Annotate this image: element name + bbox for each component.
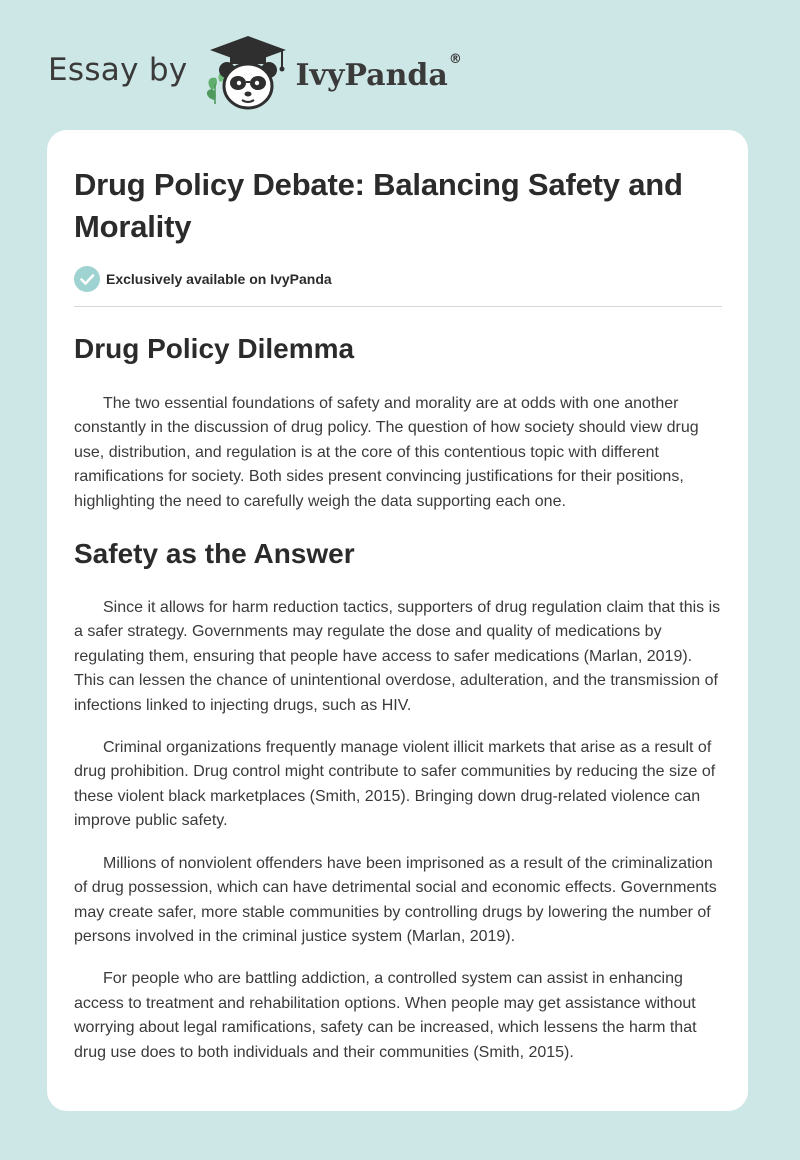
section-drug-policy-dilemma — [74, 331, 722, 514]
exclusive-badge — [74, 266, 722, 292]
essay-card — [47, 130, 748, 1111]
check-circle-icon — [74, 266, 100, 292]
section-heading: Drug Policy Dilemma — [74, 333, 355, 364]
brand-prefix: Essay by — [48, 52, 188, 88]
brand-name — [295, 51, 462, 93]
brand-name-text: IvyPanda — [295, 57, 448, 93]
exclusive-label: Exclusively available on IvyPanda — [106, 271, 332, 287]
panda-graduation-cap-icon — [202, 34, 294, 114]
registered-mark: ® — [448, 51, 462, 67]
paragraph: For people who are battling addiction, a controlled system can assist in enhancing access to treatment and rehabilitation options. When people may get assistance without worrying about legal ramifications, safety can be increased, which lessens the harm that drug use does to both individuals and their communities (Smith, 2015). — [74, 970, 697, 1061]
paragraph: Since it allows for harm reduction tactics, supporters of drug regulation claim that this is a safer strategy. Governments may regulate the dose and quality of medications by regulating them, ensuring that people have access to safer medications (Marlan, 2019). This can lessen the chance of unintentional overdose, adulteration, and the transmission of infections linked to injecting drugs, such as HIV. — [74, 599, 721, 714]
section-safety-as-the-answer — [74, 536, 722, 1065]
paragraph: The two essential foundations of safety and morality are at odds with one another constantly in the discussion of drug policy. The question of how society should view drug use, distribution, and regulation is at the core of this contentious topic with different ramifications for society. Both sides present convincing justifications for their positions, highlighting the need to carefully weigh the data supporting each one. — [74, 395, 699, 510]
title-divider — [74, 306, 722, 307]
paragraph: Millions of nonviolent offenders have been imprisoned as a result of the criminalization of drug possession, which can have detrimental social and economic effects. Governments may create safer, more stable communities by controlling drugs by lowering the number of persons involved in the criminal justice system (Marlan, 2019). — [74, 854, 717, 945]
page-title: Drug Policy Debate: Balancing Safety and Morality — [74, 167, 683, 244]
site-brand[interactable] — [48, 34, 462, 114]
paragraph: Criminal organizations frequently manage violent illicit markets that arise as a result of drug prohibition. Drug control might contribute to safer communities by reducing the size of these violent black marketplaces (Smith, 2015). Bringing down drug-related violence can improve public safety. — [74, 739, 716, 830]
section-heading: Safety as the Answer — [74, 538, 355, 570]
